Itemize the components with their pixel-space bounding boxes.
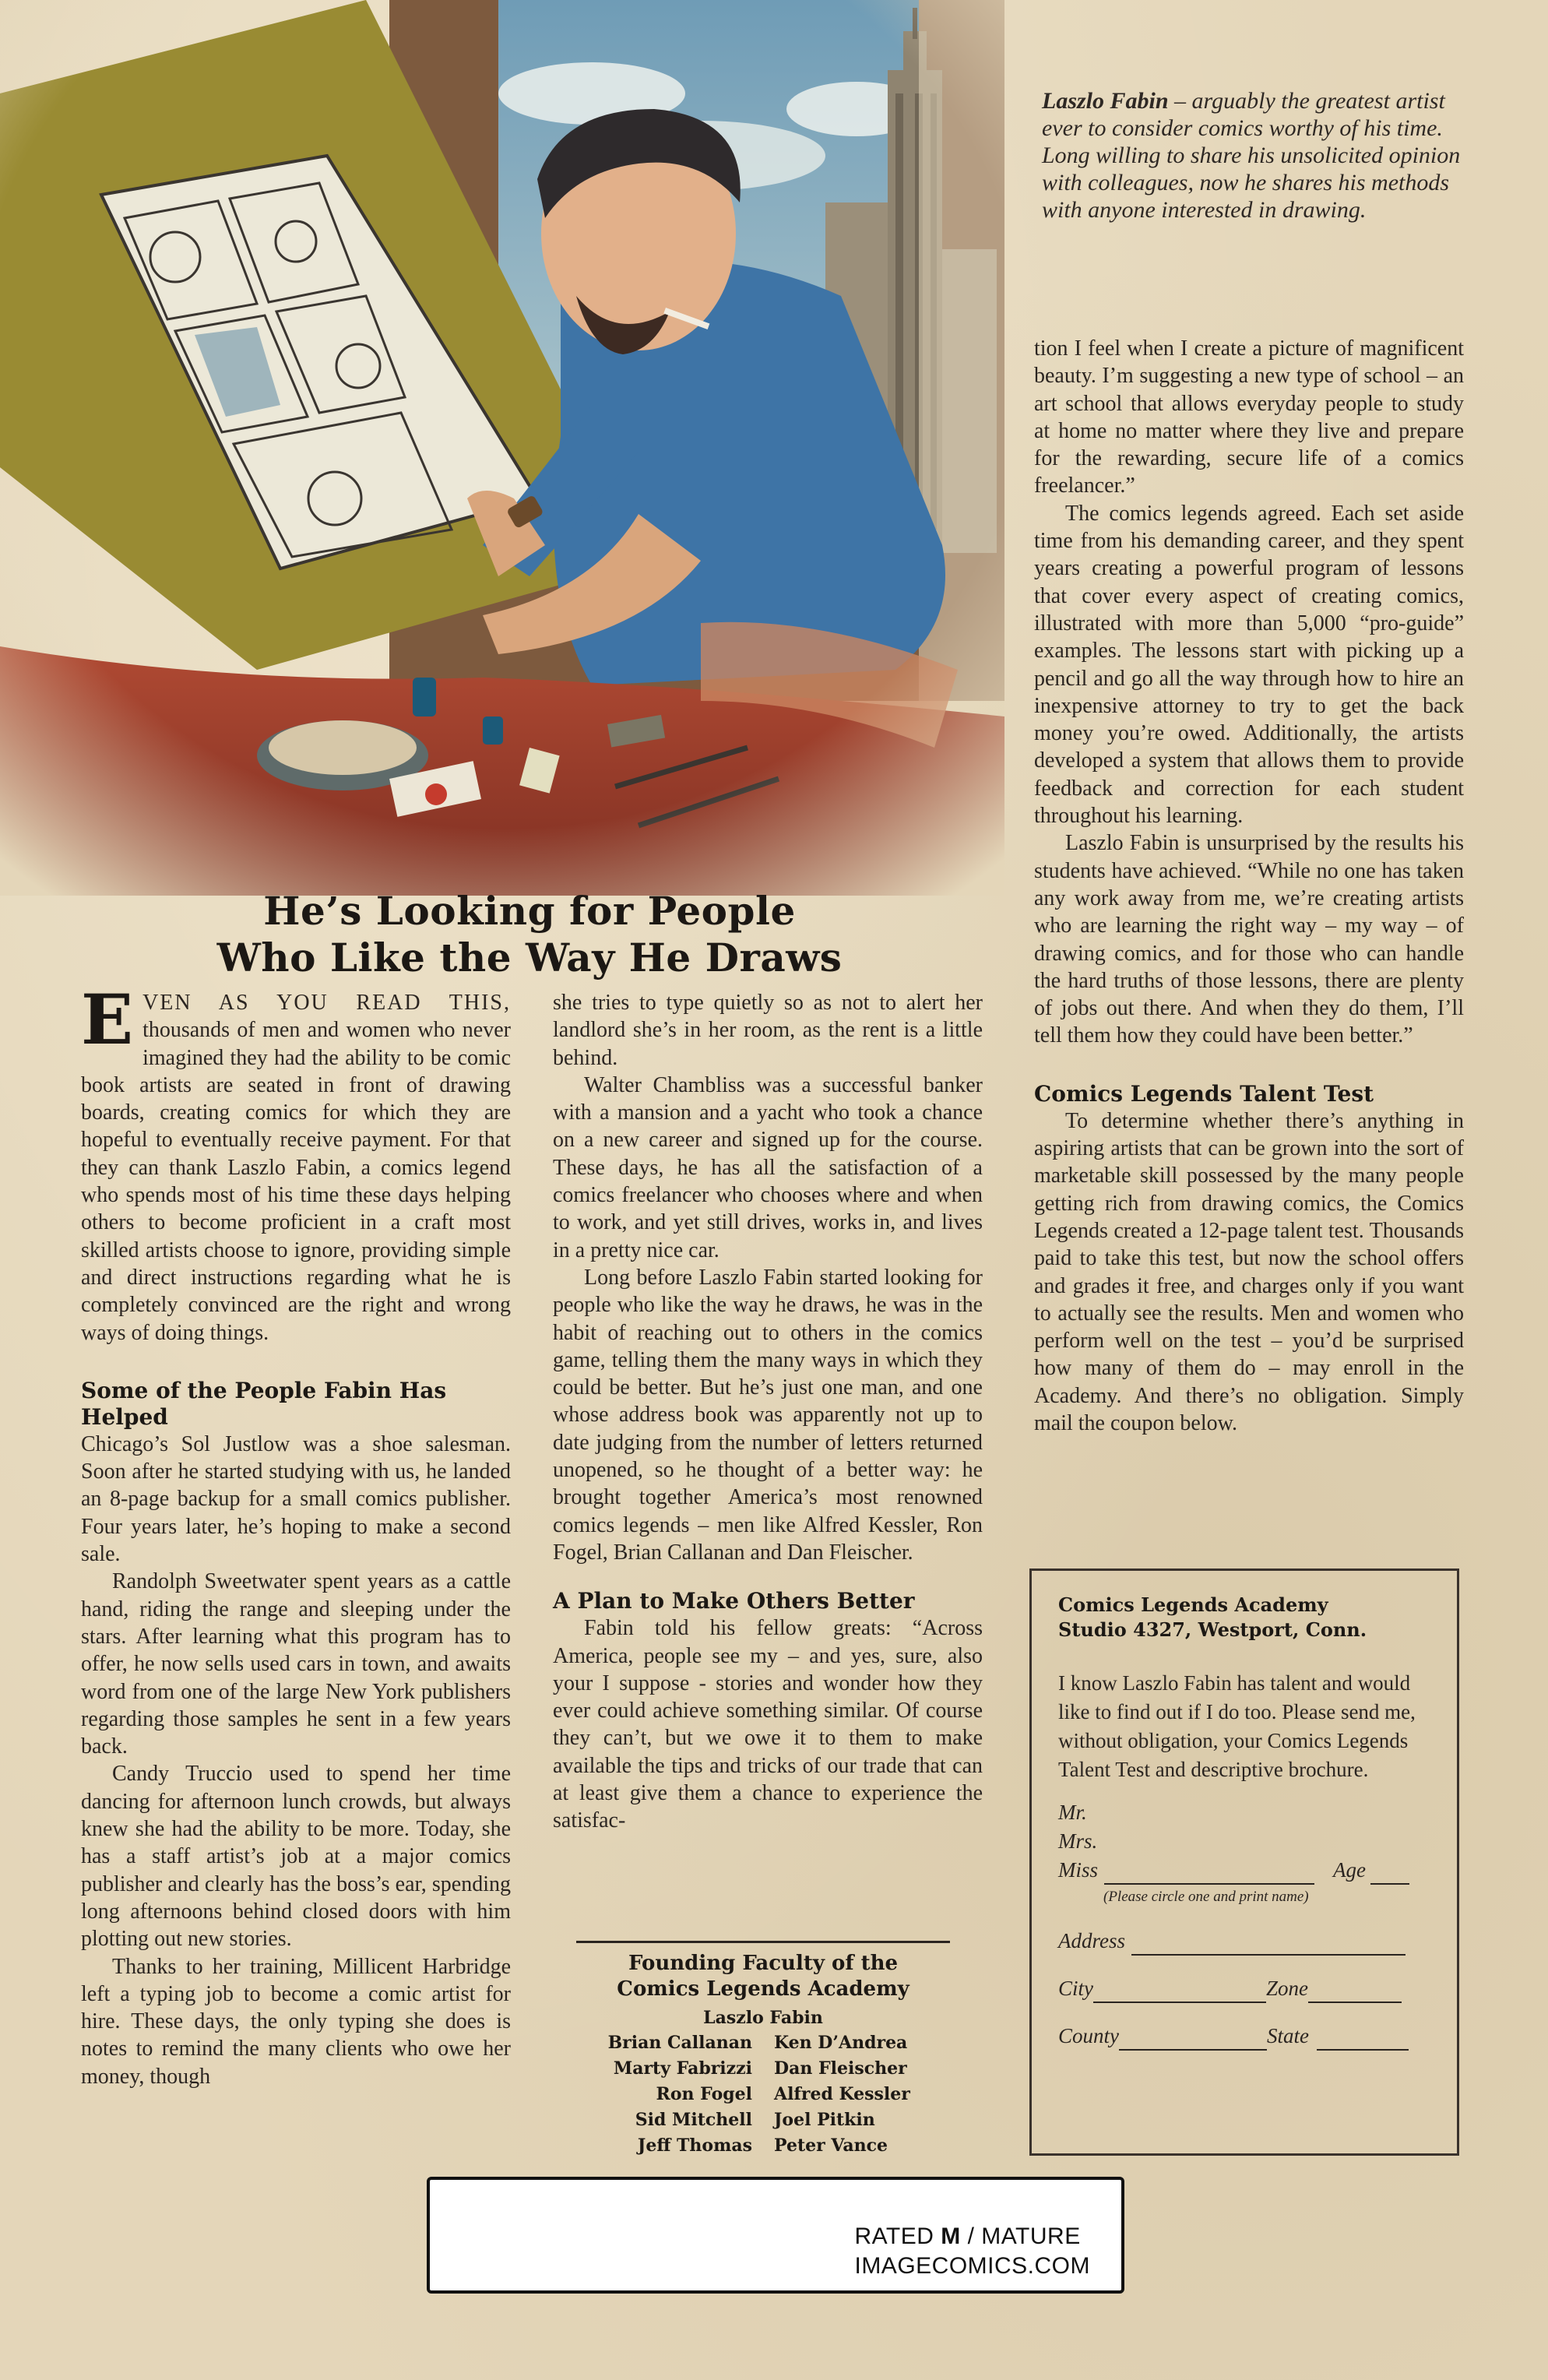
paragraph: Laszlo Fabin is unsurprised by the results his students have achieved. “While no one has taken any work away from me, we’re creating artists who are learning the right way – my way – of drawing comics, and for those who can handle the hard truths of those lessons, there are plenty of jobs out there. And when they do them, I’ll tell them how they could have been better.” bbox=[1034, 831, 1464, 1048]
city-label: City bbox=[1058, 1977, 1093, 2000]
age-label: Age bbox=[1333, 1858, 1366, 1882]
address-label: Address bbox=[1058, 1929, 1125, 1952]
paragraph: tion I feel when I create a picture of magnificent beauty. I’m suggesting a new type of school – an art school that allows everyday people to study at home no matter where they live and prepare for the rewarding, secure life of a comics freelancer.” bbox=[1034, 336, 1464, 498]
faculty-members bbox=[576, 2030, 950, 2159]
address-field[interactable] bbox=[1131, 1935, 1406, 1956]
lead-caps: VEN AS YOU READ THIS, bbox=[142, 991, 511, 1015]
paragraph: Fabin told his fellow greats: “Across America, people see my – and yes, sure, also your I suppose - stories and wonder how they ever could achieve something similar. Of course they can’t, but we owe it to them to make available the tips and tricks of our trade that can at least give them a chance to experience the satisfac- bbox=[553, 1616, 983, 1833]
paragraph: Walter Chambliss was a successful banker with a mansion and a yacht who took a chance on a new career and signed up for the course. These days, he has all the satisfaction of a comics freelancer who chooses where and when to work, and yet still drives, works in, and lives in a pretty nice car. bbox=[553, 1072, 983, 1262]
faculty-title-line-1: Founding Faculty of the bbox=[628, 1952, 899, 1975]
faculty-member: Brian Callanan bbox=[607, 2033, 752, 2053]
faculty-member: Ron Fogel bbox=[656, 2084, 752, 2104]
caption-name: Laszlo Fabin bbox=[1042, 88, 1169, 114]
paragraph: Candy Truccio used to spend her time dancing for afternoon lunch crowds, but always knew she had the ability to be more. Today, she has a staff artist’s job at a major comics publisher and clearly has the boss’s ear, spending long afternoons behind closed doors with him plotting out new stories. bbox=[81, 1762, 511, 1952]
title-miss-option[interactable]: Miss bbox=[1058, 1858, 1099, 1882]
caption-text: – arguably the greatest artist ever to consider comics worthy of his time. Long willing to share his unsolicited opinion with colleagues, now he shares his methods with anyone interested in drawing. bbox=[1042, 88, 1461, 223]
artist-caption bbox=[1042, 87, 1462, 224]
intro-text: thousands of men and women who never imagined they had the ability to be comic book artists are seated in front of drawing boards, creating comics for which they are hopeful to eventually receive payment. For that they can thank Laszlo Fabin, a comics legend who spends most of his time these days helping others to become proficient in a craft most skilled artists choose to ignore, providing simple and direct instructions regarding what he is completely convinced are the right and wrong ways of doing things. bbox=[81, 1018, 511, 1345]
rating-text bbox=[854, 2222, 1090, 2281]
headline-line-1: He’s Looking for People bbox=[263, 888, 796, 934]
rating-letter: M bbox=[941, 2223, 961, 2249]
paragraph: she tries to type quietly so as not to alert her landlord she’s in her room, as the rent is a little behind. bbox=[553, 991, 983, 1070]
coupon-body: I know Laszlo Fabin has talent and would like to find out if I do too. Please send me, without obligation, your Comics Legends Talent Test and descriptive brochure. bbox=[1058, 1671, 1416, 1781]
zone-field[interactable] bbox=[1308, 1983, 1402, 2003]
coupon-header-line-1: Comics Legends Academy bbox=[1058, 1593, 1328, 1616]
rating-line bbox=[854, 2222, 1090, 2251]
rating-prefix: RATED bbox=[854, 2223, 941, 2249]
faculty-title-line-2: Comics Legends Academy bbox=[617, 1977, 909, 2001]
faculty-member: Peter Vance bbox=[774, 2135, 888, 2156]
name-field[interactable] bbox=[1104, 1864, 1314, 1885]
faculty-member: Joel Pitkin bbox=[774, 2110, 875, 2130]
county-label: County bbox=[1058, 2024, 1119, 2047]
paragraph: To determine whether there’s anything in aspiring artists that can be grown into the sort of marketable skill possessed by the many people getting rich from drawing comics, the Comics Legends created a 12-page talent test. Thousands paid to take this test, but now the school offers and grades it free, and charges only if you want to actually see the results. Men and women who perform well on the test – you’d be surprised how many of them do – may enroll in the Academy. And there’s no obligation. Simply mail the coupon below. bbox=[1034, 1108, 1464, 1435]
paragraph: Randolph Sweetwater spent years as a cattle hand, riding the range and sleeping under the stars. After learning what this program has to offer, he now sells used cars in town, and awaits word from one of the large New York publishers regarding those samples he sent in a few years back. bbox=[81, 1569, 511, 1759]
headline bbox=[117, 888, 942, 981]
subhead-people-helped: Some of the People Fabin Has Helped bbox=[81, 1377, 447, 1430]
title-mrs-option[interactable]: Mrs. bbox=[1058, 1829, 1098, 1853]
paragraph: Long before Laszlo Fabin started looking for people who like the way he draws, he was in the habit of reaching out to others in the comics game, telling them the many ways in which they could be better. But he’s just one man, and one whose address book was apparently not up to date judging from the number of letters returned unopened, so he thought of a better way: he brought together America’s most renowned comics legends – men like Alfred Kessler, Ron Fogel, Brian Callanan and Dan Fleischer. bbox=[553, 1265, 983, 1565]
founding-faculty-list bbox=[576, 1941, 950, 2159]
faculty-member: Ken D’Andrea bbox=[774, 2033, 908, 2053]
subhead-talent-test: Comics Legends Talent Test bbox=[1034, 1080, 1374, 1107]
artist-drawing-svg bbox=[0, 0, 1004, 896]
name-note: (Please circle one and print name) bbox=[1103, 1889, 1309, 1905]
paragraph: The comics legends agreed. Each set aside time from his demanding career, and they spent years creating a powerful program of lessons that cover every aspect of creating comics, illustrated with more than 5,000 “pro-guide” examples. The lessons start with picking up a pencil and go all the way through how to hire an inexpensive attorney to try to get the back money you’re owed. Additionally, the artists developed a system that allows them to provide feedback and correction for each student throughout his learning. bbox=[1034, 501, 1464, 829]
faculty-chair: Laszlo Fabin bbox=[703, 2008, 823, 2028]
county-field[interactable] bbox=[1119, 2030, 1267, 2051]
paragraph: Chicago’s Sol Justlow was a shoe salesman. Soon after he started studying with us, he landed an 8-page backup for a small comics publisher. Four years later, he’s hoping to make a second sale. bbox=[81, 1431, 511, 1567]
city-field[interactable] bbox=[1093, 1983, 1266, 2003]
coupon-header-line-2: Studio 4327, Westport, Conn. bbox=[1058, 1618, 1367, 1641]
article-column-2 bbox=[553, 989, 983, 1835]
state-label: State bbox=[1267, 2024, 1309, 2047]
name-age-row bbox=[1058, 1856, 1430, 1885]
drop-cap: E bbox=[81, 979, 134, 1060]
coupon-fields bbox=[1058, 1798, 1430, 2051]
headline-line-2: Who Like the Way He Draws bbox=[216, 935, 843, 981]
mail-coupon[interactable] bbox=[1029, 1568, 1459, 2156]
city-zone-row bbox=[1058, 1974, 1430, 2003]
article-column-3 bbox=[1034, 335, 1464, 1437]
county-state-row bbox=[1058, 2022, 1430, 2051]
artist-illustration bbox=[0, 0, 1004, 896]
title-mr-option[interactable]: Mr. bbox=[1058, 1801, 1087, 1824]
faculty-member: Dan Fleischer bbox=[774, 2058, 907, 2079]
rating-box bbox=[427, 2177, 1124, 2294]
faculty-member: Sid Mitchell bbox=[635, 2110, 752, 2130]
intro-paragraph bbox=[81, 979, 511, 1347]
age-field[interactable] bbox=[1370, 1864, 1409, 1885]
article-column-1 bbox=[81, 979, 511, 2090]
rating-suffix: / MATURE bbox=[960, 2223, 1081, 2249]
state-field[interactable] bbox=[1317, 2030, 1409, 2051]
faculty-member: Alfred Kessler bbox=[774, 2084, 910, 2104]
address-row bbox=[1058, 1927, 1430, 1956]
subhead-plan: A Plan to Make Others Better bbox=[553, 1588, 915, 1614]
faculty-member: Marty Fabrizzi bbox=[613, 2058, 752, 2079]
zone-label: Zone bbox=[1266, 1977, 1308, 2000]
publisher-site[interactable]: IMAGECOMICS.COM bbox=[854, 2253, 1090, 2279]
paragraph: Thanks to her training, Millicent Harbridge left a typing job to become a comic artist for hire. These days, the only typing she does is notes to remind the many clients who owe her money, though bbox=[81, 1954, 511, 2089]
faculty-member: Jeff Thomas bbox=[637, 2135, 752, 2156]
